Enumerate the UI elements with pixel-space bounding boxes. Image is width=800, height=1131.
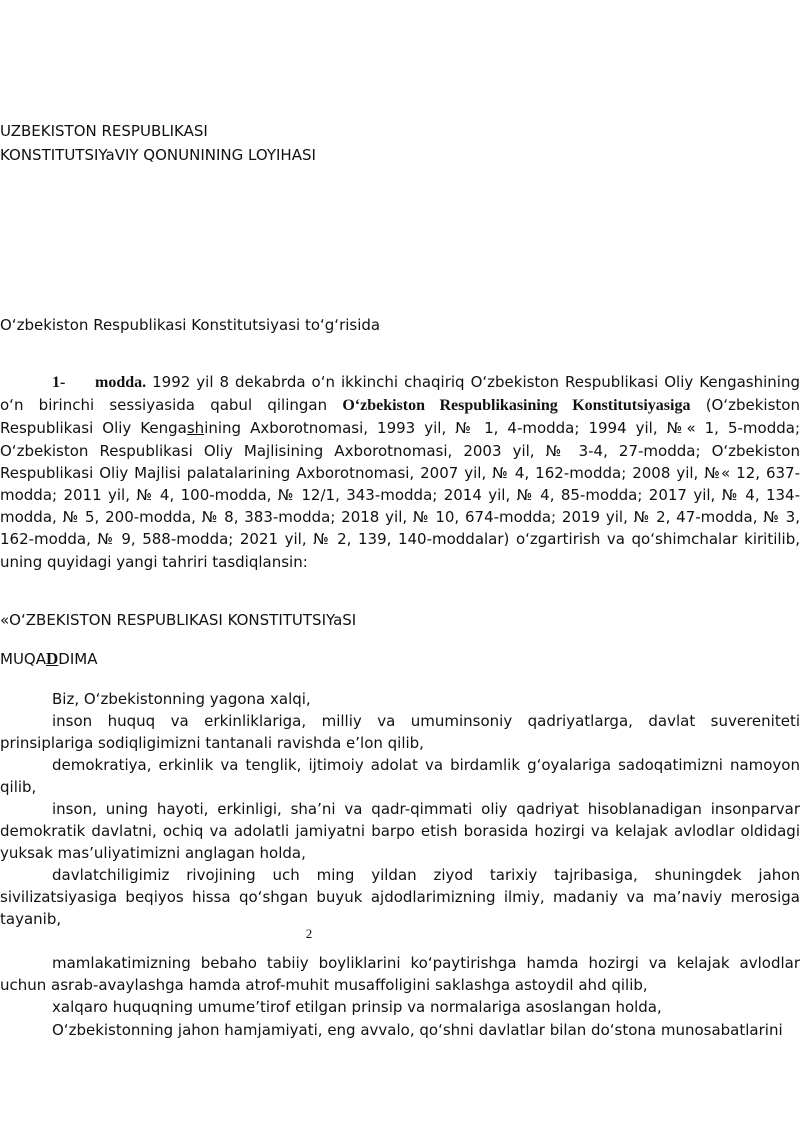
constitution-name: O‘zbekiston Respublikasining Konstitutsiyasiga bbox=[342, 397, 691, 415]
preamble-paragraph: O‘zbekistonning jahon hamjamiyati, eng avvalo, qo‘shni davlatlar bilan do‘stona munosabatlarini bbox=[52, 1021, 783, 1039]
preamble-paragraph: inson, uning hayoti, erkinligi, sha’ni va qadr-qimmati oliy qadriyat hisoblanadigan insonparvar demokratik davlatni, ochiq va adolatli jamiyatni barpo etish borasida hozirgi va kelajak avlodlar oldidagi yuksak mas’uliyatimizni anglagan holda, bbox=[0, 800, 800, 862]
article-text-c: ining Axborotnomasi, 1993 yil, № 1, 4-modda; 1994 yil, №« 1, 5-modda; O‘zbekiston Respublikasi Oliy Majlisining Axborotnomasi, 2003 yil, № 3-4, 27-modda; O‘zbekiston Respublikasi Oliy Majlisi palatalarining Axborotnomasi, 2007 yil, № 4, 162-modda; 2008 yil, №« 12, 637-modda; 2011 yil, № 4, 100-modda, № 12/1, 343-modda; 2014 yil, № 4, 85-modda; 2017 yil, № 4, 134-modda, № 5, 200-modda, № 8, 383-modda; 2018 yil, № 10, 674-modda; 2019 yil, № 2, 47-modda, № 3, 162-modda, № 9, 588-modda; 2021 yil, № 2, 139, 140-moddalar) o‘zgartirish va qo‘shimchalar kiritilib, uning quyidagi yangi tahriri tasdiqlansin: bbox=[0, 419, 800, 571]
page-number: 2 bbox=[305, 926, 313, 941]
muqaddima-part-1: MUQA bbox=[0, 650, 46, 668]
preamble-paragraph: Biz, O‘zbekistonning yagona xalqi, bbox=[52, 690, 311, 708]
document-title: O‘zbekiston Respublikasi Konstitutsiyasi to‘g‘risida bbox=[0, 316, 381, 334]
preamble-paragraph: inson huquq va erkinliklariga, milliy va umuminsoniy qadriyatlarga, davlat suvereniteti prinsiplariga sodiqligimizni tantanali ravishda e’lon qilib, bbox=[0, 712, 800, 752]
header-line-1: UZBEKISTON RESPUBLIKASI bbox=[0, 122, 208, 140]
constitution-title: «O‘ZBEKISTON RESPUBLIKASI KONSTITUTSIYaSI bbox=[0, 611, 357, 629]
header-line-2: KONSTITUTSIYaVIY QONUNINING LOYIHASI bbox=[0, 146, 316, 164]
article-1 bbox=[0, 371, 800, 573]
article-text-b: (O‘zbekiston Respublikasi Oliy Kenga bbox=[0, 396, 800, 438]
article-text-a: 1992 yil 8 dekabrda o‘n ikkinchi chaqiriq O‘zbekiston Respublikasi Oliy Kengashining o‘n birinchi sessiyasida qabul qilingan bbox=[0, 373, 800, 415]
muqaddima-part-d: D bbox=[46, 649, 59, 668]
preamble-paragraph: xalqaro huquqning umume’tirof etilgan prinsip va normalariga asoslangan holda, bbox=[52, 998, 662, 1016]
article-word: modda. bbox=[95, 374, 147, 391]
underlined-fragment: sh bbox=[186, 419, 205, 438]
preamble-paragraph: mamlakatimizning bebaho tabiiy boyliklarini ko‘paytirishga hamda hozirgi va kelajak avlodlar uchun asrab-avaylashga hamda atrof-muhit musaffoligini saklashga astoydil ahd qilib, bbox=[0, 954, 800, 994]
preamble-paragraph: demokratiya, erkinlik va tenglik, ijtimoiy adolat va birdamlik g‘oyalariga sadoqatimizni namoyon qilib, bbox=[0, 756, 800, 796]
section-heading-muqaddima bbox=[0, 648, 97, 670]
article-number: 1- bbox=[52, 374, 66, 391]
preamble-paragraph: davlatchiligimiz rivojining uch ming yildan ziyod tarixiy tajribasiga, shuningdek jahon sivilizatsiyasiga beqiyos hissa qo‘shgan buyuk ajdodlarimizning ilmiy, madaniy va ma’naviy merosiga tayanib, bbox=[0, 866, 800, 928]
muqaddima-part-2: DIMA bbox=[58, 650, 98, 668]
